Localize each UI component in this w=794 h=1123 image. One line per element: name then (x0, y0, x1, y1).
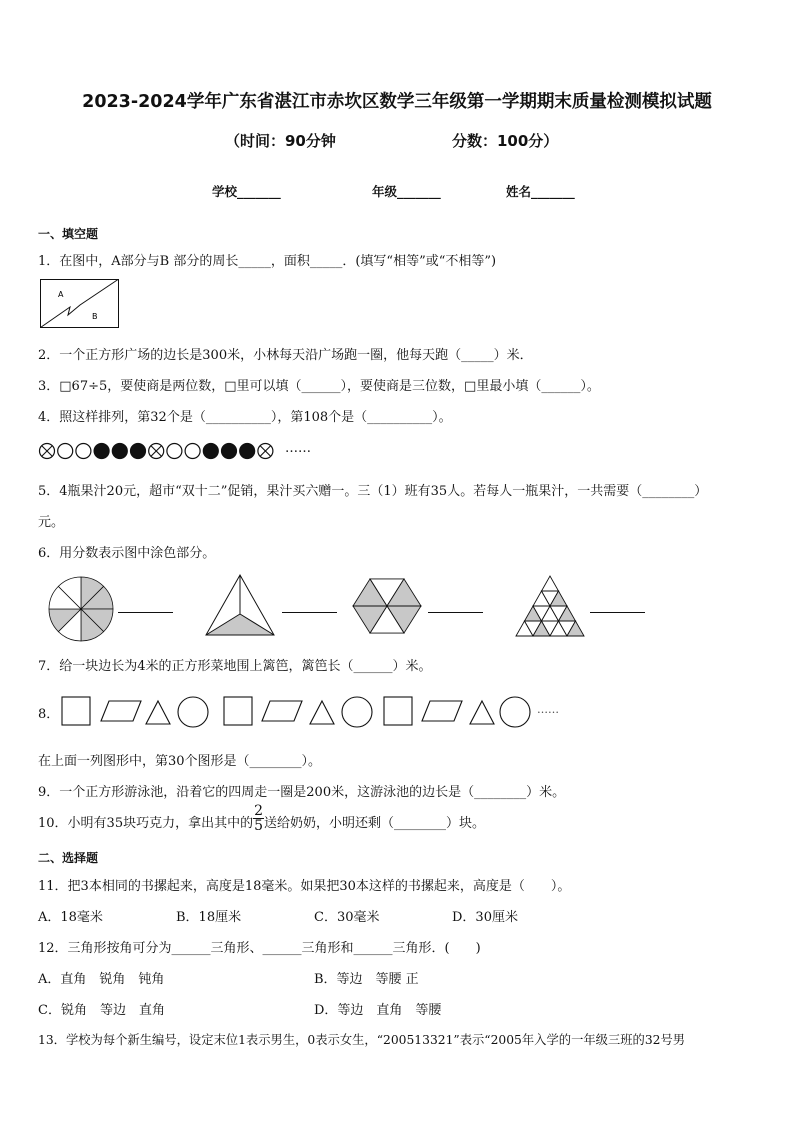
q11-option-a[interactable]: A．18毫米 (38, 910, 103, 925)
q8-number: 8． (38, 707, 60, 722)
q6-shaded-circle (48, 576, 114, 642)
question-13: 13．学校为每个新生编号，设定末位1表示男生，0表示女生，“200513321”表示“2005年入学的一年级三班的32号男 (38, 1033, 686, 1047)
q6-shaded-triangle-grid (515, 575, 585, 637)
q10-text-a: 10．小明有35块巧克力，拿出其中的 (38, 816, 254, 831)
grid-triangle (542, 576, 559, 591)
q4-filled-circle (222, 444, 237, 459)
school-field[interactable]: 学校_______ (212, 184, 281, 199)
question-10 (38, 803, 486, 834)
q6-shaded-triangle (205, 574, 275, 636)
q12-option-a[interactable]: A．直角 锐角 钝角 (38, 972, 165, 987)
q8-square (384, 697, 412, 725)
q4-ellipsis: …… (285, 441, 311, 456)
q8-parallelogram (101, 701, 141, 721)
q10-denominator: 5 (254, 818, 264, 834)
q4-circle-sequence (38, 442, 288, 460)
question-3: 3．□67÷5，要使商是两位数，□里可以填（______），要使商是三位数，□里最小填（______）。 (38, 379, 600, 394)
q8-triangle (470, 701, 494, 724)
q1-figure (40, 279, 120, 329)
question-7: 7．给一块边长为4米的正方形菜地围上篱笆，篱笆长（______）米。 (38, 659, 432, 674)
q8-circle (500, 697, 530, 727)
section-fill-blank: 一、填空题 (38, 227, 99, 241)
q4-filled-circle (131, 444, 146, 459)
q6-answer-line-3[interactable] (428, 612, 483, 613)
q8-parallelogram (262, 701, 302, 721)
question-12: 12．三角形按角可分为______三角形、______三角形和______三角形．( ) (38, 941, 481, 956)
q11-option-c[interactable]: C．30毫米 (314, 910, 380, 925)
q8-circle (342, 697, 372, 727)
q8-parallelogram (422, 701, 462, 721)
q6-answer-line-1[interactable] (118, 612, 173, 613)
q4-empty-circle (76, 444, 91, 459)
q4-filled-circle (94, 444, 109, 459)
question-8: 在上面一列图形中，第30个图形是（________）。 (38, 754, 322, 769)
question-6: 6．用分数表示图中涂色部分。 (38, 546, 216, 561)
q8-square (62, 697, 90, 725)
q12-option-b[interactable]: B．等边 等腰 正 (314, 972, 419, 987)
q8-triangle (146, 701, 170, 724)
q4-crossed-circle (40, 444, 55, 459)
q8-shape-sequence (60, 695, 540, 729)
q4-empty-circle (167, 444, 182, 459)
question-4: 4．照这样排列，第32个是（__________），第108个是（__________）。 (38, 410, 452, 425)
q6-shaded-hexagon (351, 574, 423, 638)
question-11: 11．把3本相同的书摞起来，高度是18毫米。如果把30本这样的书摞起来，高度是（ ）。 (38, 879, 571, 894)
q6-answer-line-4[interactable] (590, 612, 645, 613)
question-9: 9．一个正方形游泳池，沿着它的四周走一圈是200米，这游泳池的边长是（________）米。 (38, 785, 566, 800)
q1-label-b: B (92, 312, 98, 321)
q4-crossed-circle (258, 444, 273, 459)
question-2: 2．一个正方形广场的边长是300米，小林每天沿广场跑一圈，他每天跑（_____）米． (38, 348, 533, 363)
q8-circle (178, 697, 208, 727)
q8-square (224, 697, 252, 725)
q4-filled-circle (203, 444, 218, 459)
q4-crossed-circle (149, 444, 164, 459)
q4-filled-circle (112, 444, 127, 459)
page-title: 2023-2024学年广东省湛江市赤坎区数学三年级第一学期期末质量检测模拟试题 (82, 92, 712, 112)
q8-triangle (310, 701, 334, 724)
q6-answer-line-2[interactable] (282, 612, 337, 613)
q11-option-d[interactable]: D．30厘米 (452, 910, 518, 925)
exam-time: （时间：90分钟 (225, 132, 336, 150)
question-1: 1．在图中，A部分与B 部分的周长_____，面积_____．(填写“相等”或“不相等”) (38, 254, 497, 269)
q10-fraction (253, 804, 264, 833)
q1-label-a: A (58, 290, 64, 299)
q11-option-b[interactable]: B．18厘米 (176, 910, 242, 925)
q12-option-d[interactable]: D．等边 直角 等腰 (314, 1003, 442, 1018)
q10-numerator: 2 (254, 803, 264, 819)
section-multiple-choice: 二、选择题 (38, 851, 99, 865)
q4-empty-circle (185, 444, 200, 459)
q12-option-c[interactable]: C．锐角 等边 直角 (38, 1003, 165, 1018)
q4-empty-circle (58, 444, 73, 459)
exam-score: 分数：100分） (452, 132, 559, 150)
question-5-unit: 元。 (38, 515, 65, 530)
q4-filled-circle (240, 444, 255, 459)
grade-field[interactable]: 年级_______ (372, 184, 441, 199)
question-5: 5．4瓶果汁20元，超市“双十二”促销，果汁买六赠一。三（1）班有35人。若每人一瓶果汁，一共需要（________） (38, 484, 708, 499)
q8-ellipsis: …… (537, 703, 559, 716)
q10-text-b: 送给奶奶，小明还剩（________）块。 (264, 816, 486, 831)
name-field[interactable]: 姓名_______ (506, 184, 575, 199)
